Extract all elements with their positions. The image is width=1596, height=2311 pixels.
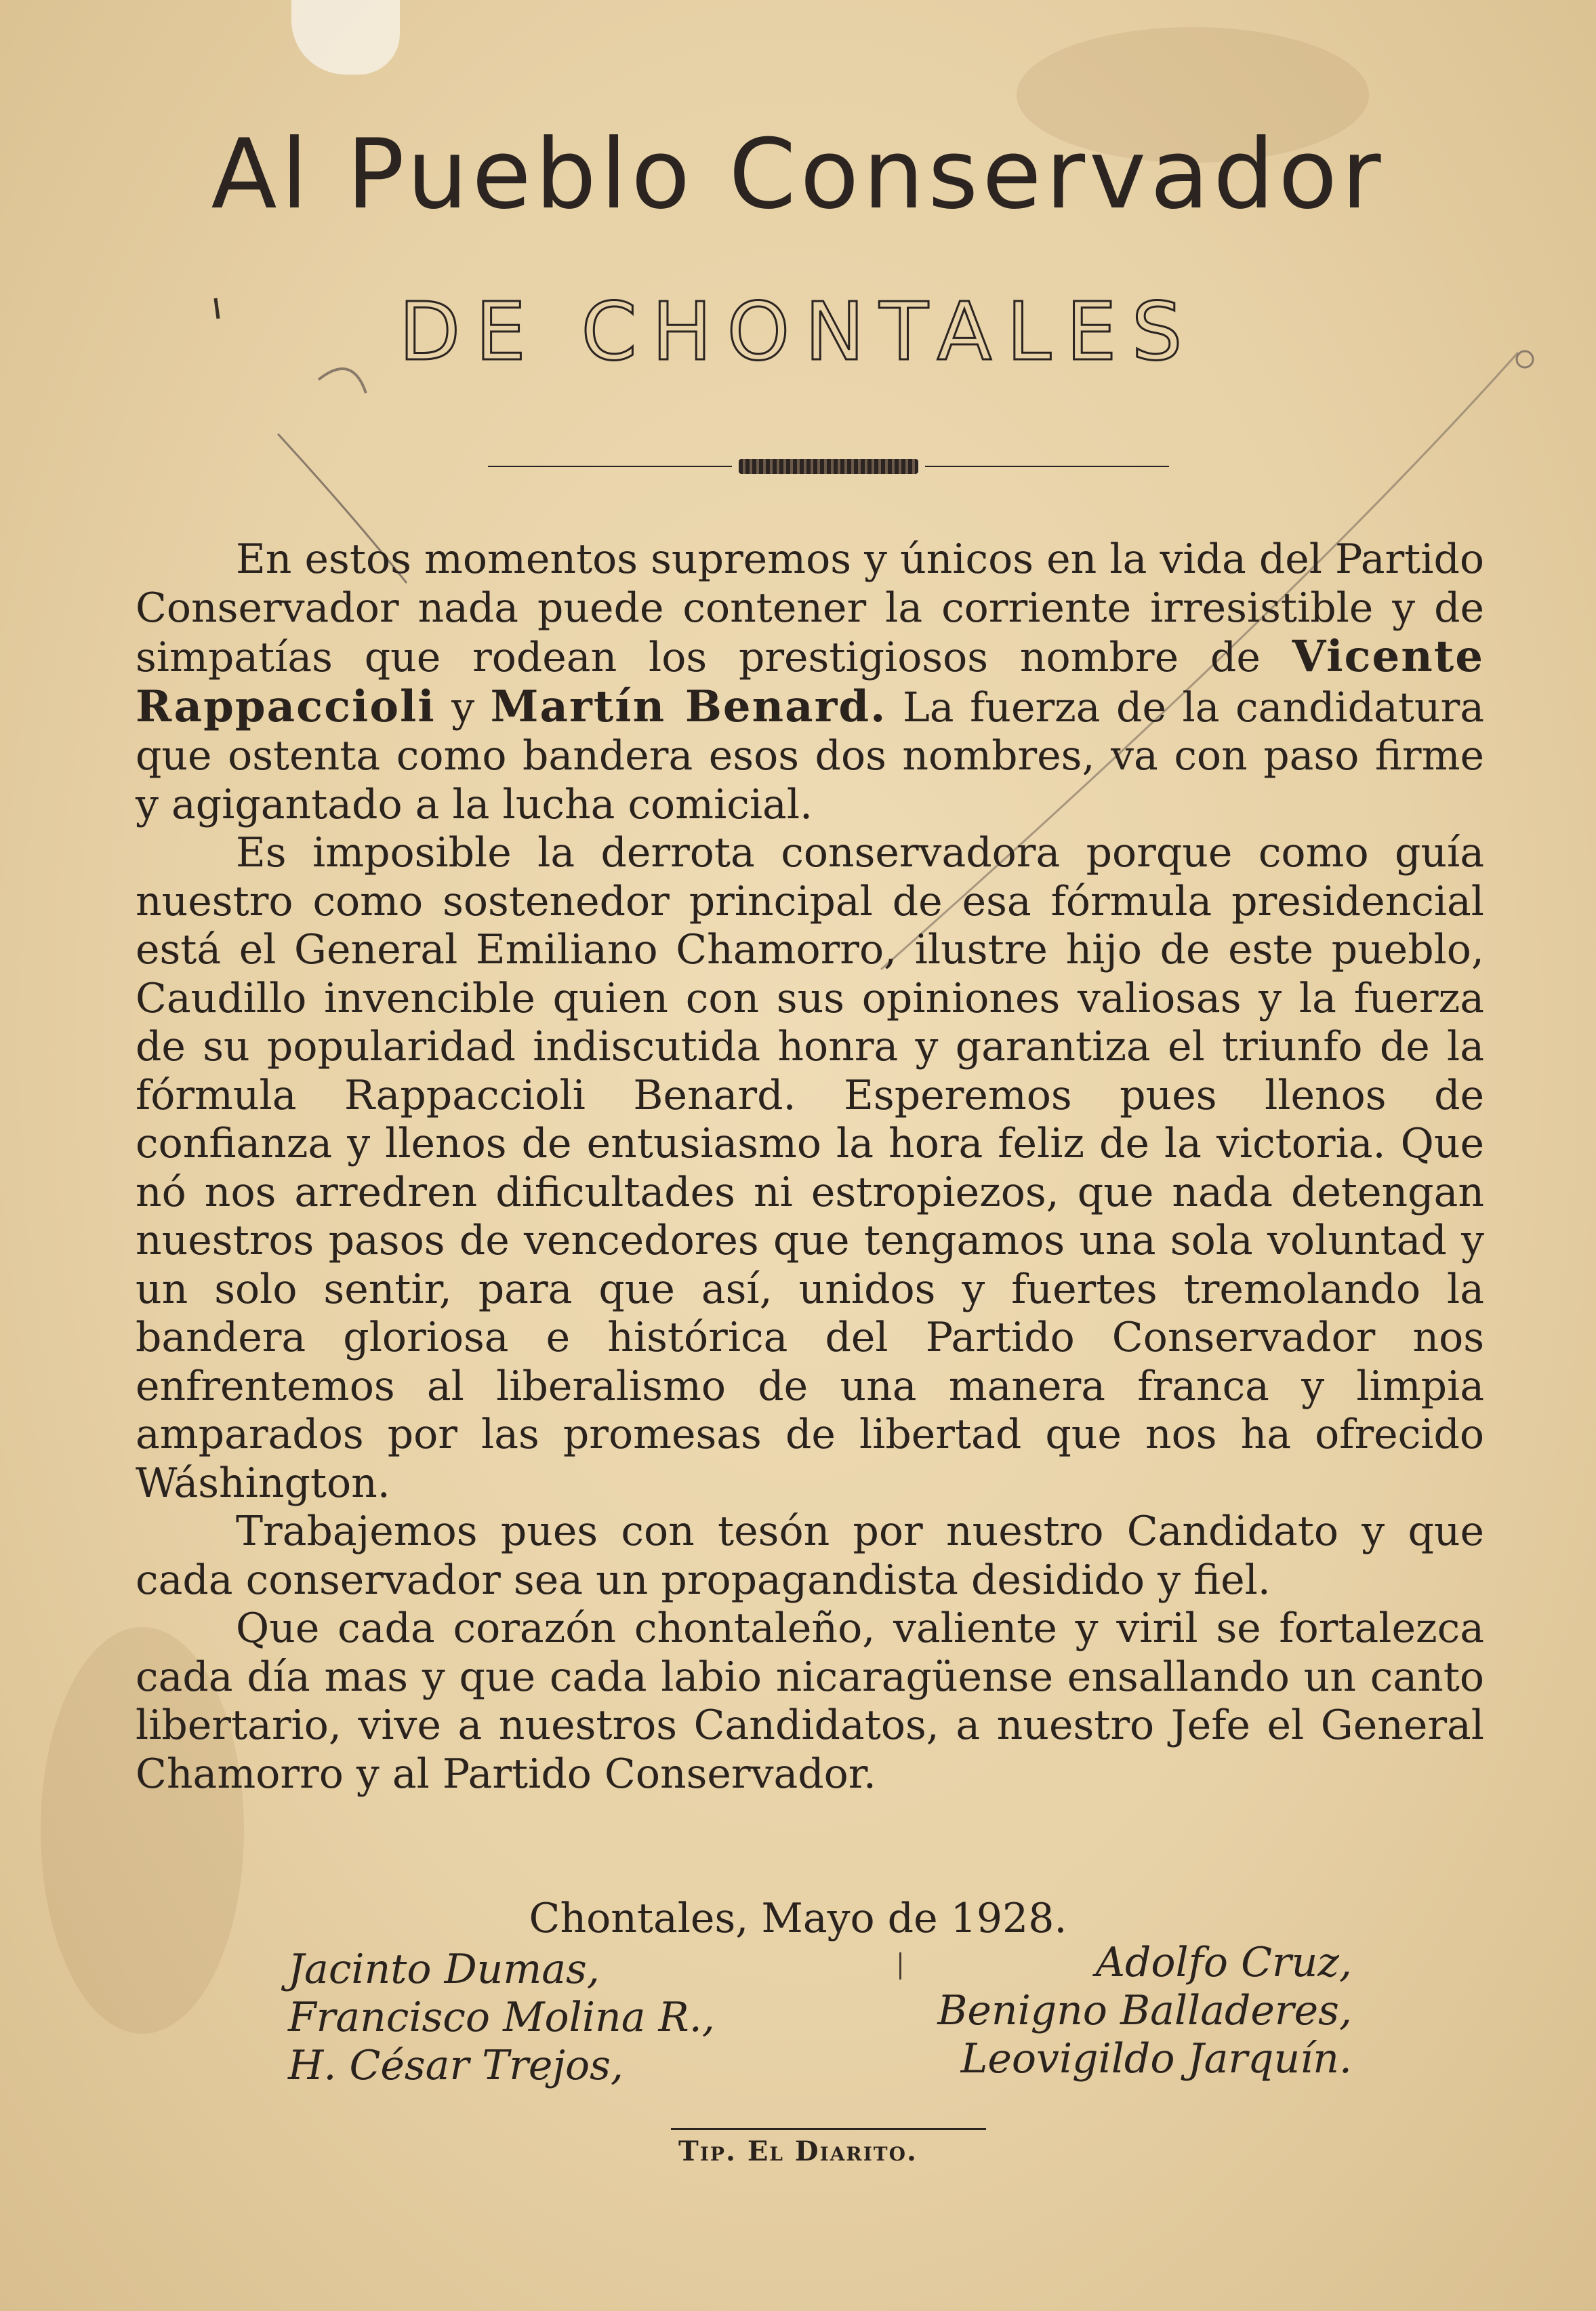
paragraph-1 (136, 536, 1484, 829)
signature-right-1: Adolfo Cruz, (1095, 1939, 1352, 1986)
page-subtitle: DE CHONTALES (398, 285, 1198, 378)
signature-left-3: H. César Trejos, (288, 2042, 623, 2089)
page-title: Al Pueblo Conservador (211, 119, 1385, 230)
signature-left-1: Jacinto Dumas, (288, 1946, 600, 1993)
rule-right (925, 466, 1169, 467)
paragraph-2: Es imposible la derrota conservadora porque como guía nuestro como sostenedor principal de esa fórmula presidencial está el General Emiliano Chamorro, ilustre hijo de este pueblo, Caudillo invencible quien con sus opiniones valiosas y la fuerza de su popularidad indiscutida honra y garantiza el triunfo de la fórmula Rappaccioli Benard. Esperemos pues llenos de confianza y llenos de entusiasmo la hora feliz de la victoria. Que nó nos arredren dificultades ni estropiezos, que nada detengan nuestros pasos de vencedores que tengamos una sola voluntad y un solo sentir, para que así, unidos y fuertes tremolando la bandera gloriosa e histórica del Partido Conservador nos enfrentemos al liberalismo de una manera franca y limpia amparados por las promesas de libertad que nos ha ofrecido Wáshington. (136, 829, 1484, 1507)
candidate-name-2: Martín Benard. (490, 681, 887, 732)
printer-imprint: Tip. El Diarito. (678, 2135, 918, 2167)
printer-rule (671, 2128, 986, 2130)
signature-separator (899, 1952, 901, 1980)
paragraph-1-rest: La fuerza de la candidatura que ostenta como bandera esos dos nombres, va con paso firme y agigantado a la lucha comicial. (136, 683, 1485, 828)
rule-ornament (739, 459, 918, 474)
place-date: Chontales, Mayo de 1928. (529, 1895, 1067, 1942)
signature-right-3: Leovigildo Jarquín. (960, 2035, 1352, 2083)
body-text (136, 536, 1484, 1798)
paragraph-4: Que cada corazón chontaleño, valiente y viril se fortalezca cada día mas y que cada labio nicaragüense ensallando un canto libertario, vive a nuestros Candidatos, a nuestro Jefe el General Chamorro y al Partido Conservador. (136, 1605, 1484, 1798)
signature-left-2: Francisco Molina R., (288, 1994, 715, 2041)
candidate-name-1: Vicente Rappaccioli (136, 631, 1484, 732)
signature-right-2: Benigno Balladeres, (937, 1987, 1352, 2034)
paragraph-3: Trabajemos pues con tesón por nuestro Candidato y que cada conservador sea un propagandista desidido y fiel. (136, 1508, 1484, 1604)
paragraph-1-intro: En estos momentos supremos y únicos en la vida del Partido Conservador nada puede contener la corriente irresistible y de simpatías que rodean los prestigiosos nombre de (136, 536, 1484, 681)
rule-left (488, 466, 732, 467)
name-connector: y (451, 683, 475, 731)
